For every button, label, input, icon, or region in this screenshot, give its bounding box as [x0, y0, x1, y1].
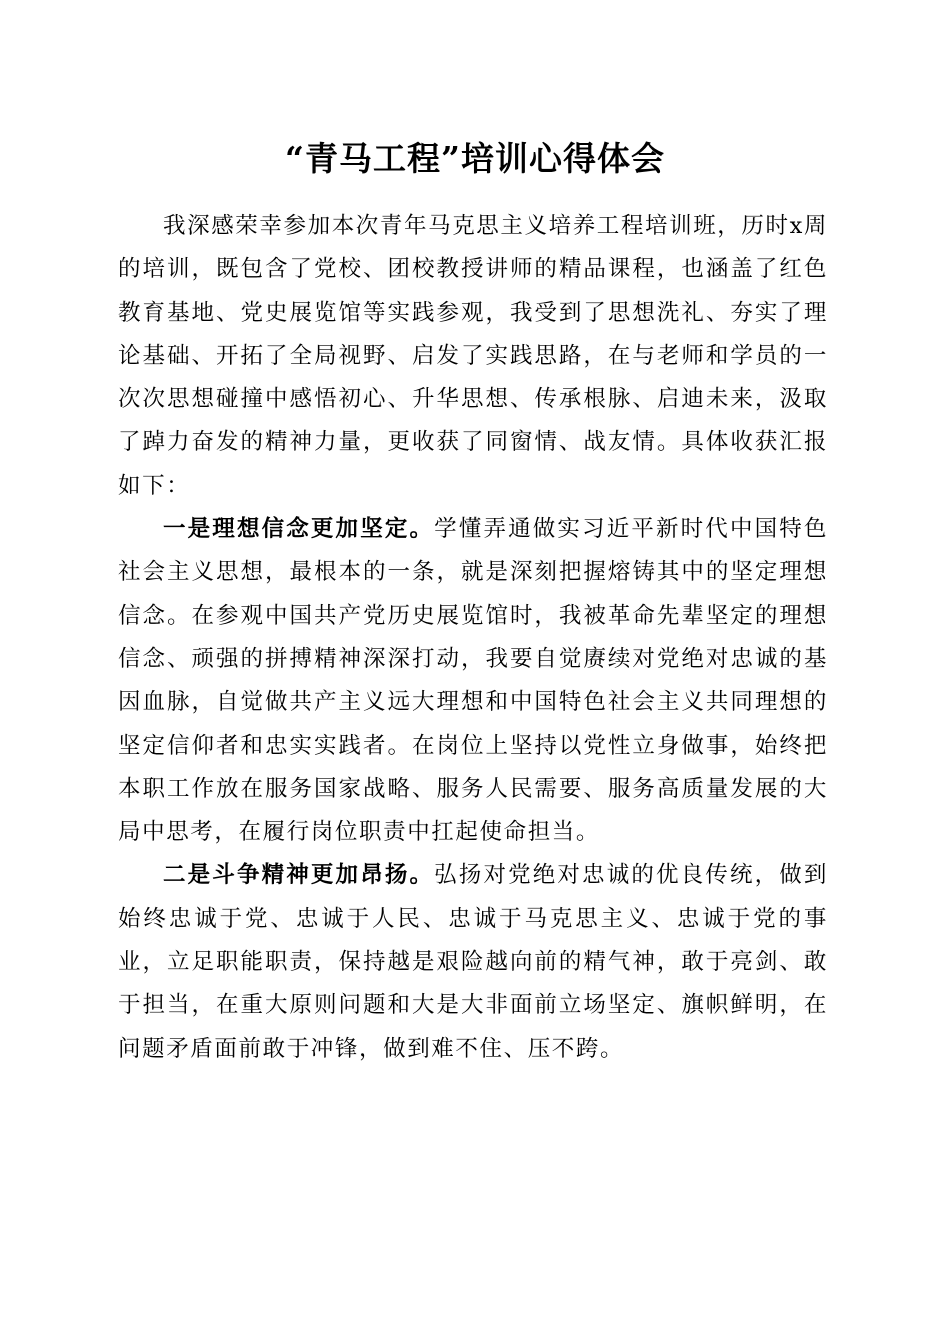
document-title: “青马工程”培训心得体会: [285, 139, 665, 178]
document-body: [118, 205, 828, 1071]
paragraph-text: 学懂弄通做实习近平新时代中国特色社会主义思想，最根本的一条，就是深刻把握熔铸其中的坚定理想信念。在参观中国共产党历史展览馆时，我被革命先辈坚定的理想信念、顽强的拼搏精神深深打动，我要自觉赓续对党绝对忠诚的基因血脉，自觉做共产主义远大理想和中国特色社会主义共同理想的坚定信仰者和忠实实践者。在岗位上坚持以党性立身做事，始终把本职工作放在服务国家战略、服务人民需要、服务高质量发展的大局中思考，在履行岗位职责中扛起使命担当。: [118, 516, 828, 846]
paragraph-struggle: [118, 854, 828, 1070]
paragraph-lead: 二是斗争精神更加昂扬。: [163, 862, 435, 889]
paragraph-text: 弘扬对党绝对忠诚的优良传统，做到始终忠诚于党、忠诚于人民、忠诚于马克思主义、忠诚于党的事业，立足职能职责，保持越是艰险越向前的精气神，敢于亮剑、敢于担当，在重大原则问题和大是大非面前立场坚定、旗帜鲜明，在问题矛盾面前敢于冲锋，做到难不住、压不跨。: [118, 862, 828, 1062]
paragraph-ideals: [118, 508, 828, 854]
paragraph-intro: [118, 205, 828, 508]
paragraph-text: 我深感荣幸参加本次青年马克思主义培养工程培训班，历时x周的培训，既包含了党校、团校教授讲师的精品课程，也涵盖了红色教育基地、党史展览馆等实践参观，我受到了思想洗礼、夯实了理论基础、开拓了全局视野、启发了实践思路，在与老师和学员的一次次思想碰撞中感悟初心、升华思想、传承根脉、启迪未来，汲取了踔力奋发的精神力量，更收获了同窗情、战友情。具体收获汇报如下：: [118, 213, 828, 499]
paragraph-lead: 一是理想信念更加坚定。: [163, 516, 435, 543]
